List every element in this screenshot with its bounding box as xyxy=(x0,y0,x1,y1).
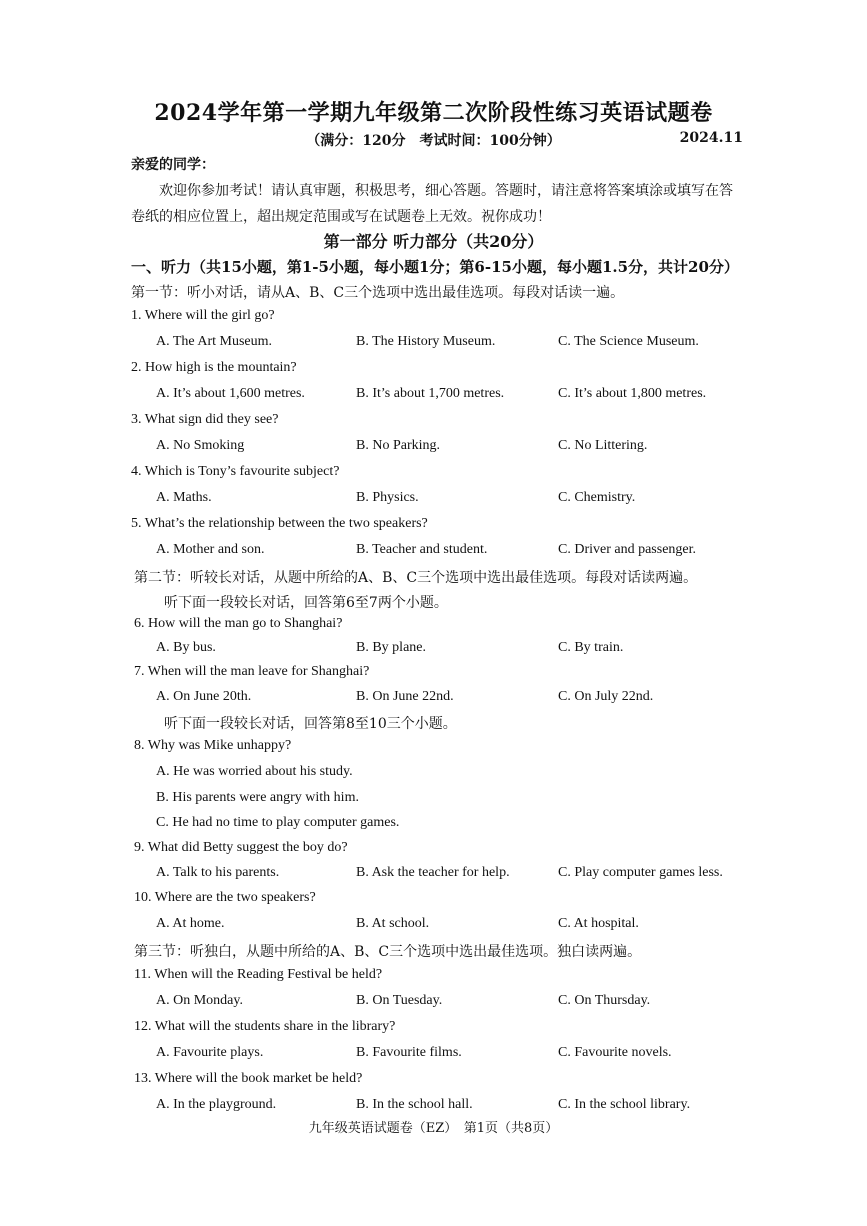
option-a: A. Talk to his parents. xyxy=(156,865,280,880)
option-b: B. On Tuesday. xyxy=(356,993,443,1008)
option-b: B. By plane. xyxy=(356,640,426,655)
sec3-instruction: 第三节：听独白，从题中所给的A、B、C三个选项中选出最佳选项。独白读两遍。 xyxy=(134,944,642,960)
greeting: 亲爱的同学： xyxy=(131,157,215,173)
option-c: C. Chemistry. xyxy=(558,490,636,505)
option-a: A. The Art Museum. xyxy=(156,334,273,349)
question-5: 5. What’s the relationship between the two speakers? xyxy=(131,516,428,531)
option-a: A. Favourite plays. xyxy=(156,1045,264,1060)
option-a: A. It’s about 1,600 metres. xyxy=(156,386,305,401)
question-12-options xyxy=(156,1045,756,1065)
score-time-info: （满分：120分 考试时间：100分钟） xyxy=(306,133,561,149)
question-4-options xyxy=(156,490,756,510)
question-11: 11. When will the Reading Festival be held? xyxy=(134,967,383,982)
option-c: C. Favourite novels. xyxy=(558,1045,672,1060)
question-1: 1. Where will the girl go? xyxy=(131,308,275,323)
question-12: 12. What will the students share in the library? xyxy=(134,1019,396,1034)
option-c: C. In the school library. xyxy=(558,1097,691,1112)
question-2: 2. How high is the mountain? xyxy=(131,360,297,375)
question-7-options xyxy=(156,689,756,709)
option-c: C. The Science Museum. xyxy=(558,334,699,349)
question-13: 13. Where will the book market be held? xyxy=(134,1071,363,1086)
option-b: B. In the school hall. xyxy=(356,1097,473,1112)
question-6-options xyxy=(156,640,756,660)
option-c: C. By train. xyxy=(558,640,624,655)
option-c: C. It’s about 1,800 metres. xyxy=(558,386,707,401)
question-1-options xyxy=(156,334,756,354)
option-a: A. On June 20th. xyxy=(156,689,252,704)
sec1-instruction: 第一节：听小对话，请从A、B、C三个选项中选出最佳选项。每段对话读一遍。 xyxy=(131,285,625,301)
sec2-instruction: 第二节：听较长对话，从题中所给的A、B、C三个选项中选出最佳选项。每段对话读两遍。 xyxy=(134,570,698,586)
option-a: A. Mother and son. xyxy=(156,542,265,557)
question-6: 6. How will the man go to Shanghai? xyxy=(134,616,343,631)
exam-title: 2024学年第一学期九年级第二次阶段性练习英语试题卷 xyxy=(154,100,713,126)
question-8: 8. Why was Mike unhappy? xyxy=(134,738,292,753)
page-footer: 九年级英语试题卷（EZ） 第1页（共8页） xyxy=(308,1121,559,1136)
option-c: C. At hospital. xyxy=(558,916,639,931)
question-10: 10. Where are the two speakers? xyxy=(134,890,316,905)
option-a: A. No Smoking xyxy=(156,438,245,453)
question-9: 9. What did Betty suggest the boy do? xyxy=(134,840,348,855)
sec2-note-2: 听下面一段较长对话，回答第8至10三个小题。 xyxy=(164,716,457,732)
option-b: B. Favourite films. xyxy=(356,1045,462,1060)
question-8-option-a: A. He was worried about his study. xyxy=(156,764,353,779)
question-8-option-b: B. His parents were angry with him. xyxy=(156,790,359,805)
question-3: 3. What sign did they see? xyxy=(131,412,279,427)
question-9-options xyxy=(156,865,756,885)
option-c: C. On July 22nd. xyxy=(558,689,654,704)
question-2-options xyxy=(156,386,756,406)
option-c: C. Driver and passenger. xyxy=(558,542,697,557)
question-10-options xyxy=(156,916,756,936)
option-b: B. Physics. xyxy=(356,490,419,505)
question-13-options xyxy=(156,1097,756,1117)
question-11-options xyxy=(156,993,756,1013)
option-b: B. Teacher and student. xyxy=(356,542,488,557)
option-a: A. Maths. xyxy=(156,490,212,505)
option-c: C. No Littering. xyxy=(558,438,648,453)
option-c: C. On Thursday. xyxy=(558,993,651,1008)
part1-title: 第一部分 听力部分（共20分） xyxy=(323,232,544,251)
option-a: A. In the playground. xyxy=(156,1097,277,1112)
option-b: B. Ask the teacher for help. xyxy=(356,865,510,880)
option-b: B. It’s about 1,700 metres. xyxy=(356,386,505,401)
option-b: B. No Parking. xyxy=(356,438,440,453)
option-c: C. Play computer games less. xyxy=(558,865,723,880)
option-b: B. The History Museum. xyxy=(356,334,496,349)
intro-paragraph: 欢迎你参加考试！请认真审题，积极思考，细心答题。答题时，请注意将答案填涂或填写在答卷纸的相应位置上，超出规定范围或写在试题卷上无效。祝你成功！ xyxy=(131,183,733,225)
exam-date: 2024.11 xyxy=(679,130,743,146)
option-b: B. At school. xyxy=(356,916,430,931)
question-4: 4. Which is Tony’s favourite subject? xyxy=(131,464,340,479)
option-a: A. On Monday. xyxy=(156,993,243,1008)
section1-title: 一、听力（共15小题，第1-5小题，每小题1分；第6-15小题，每小题1.5分，共计20分） xyxy=(131,258,739,276)
question-3-options xyxy=(156,438,756,458)
question-8-option-c: C. He had no time to play computer games. xyxy=(156,815,400,830)
sec2-note-1: 听下面一段较长对话，回答第6至7两个小题。 xyxy=(164,595,448,611)
option-a: A. By bus. xyxy=(156,640,216,655)
question-7: 7. When will the man leave for Shanghai? xyxy=(134,664,370,679)
option-a: A. At home. xyxy=(156,916,225,931)
option-b: B. On June 22nd. xyxy=(356,689,454,704)
question-5-options xyxy=(156,542,756,562)
